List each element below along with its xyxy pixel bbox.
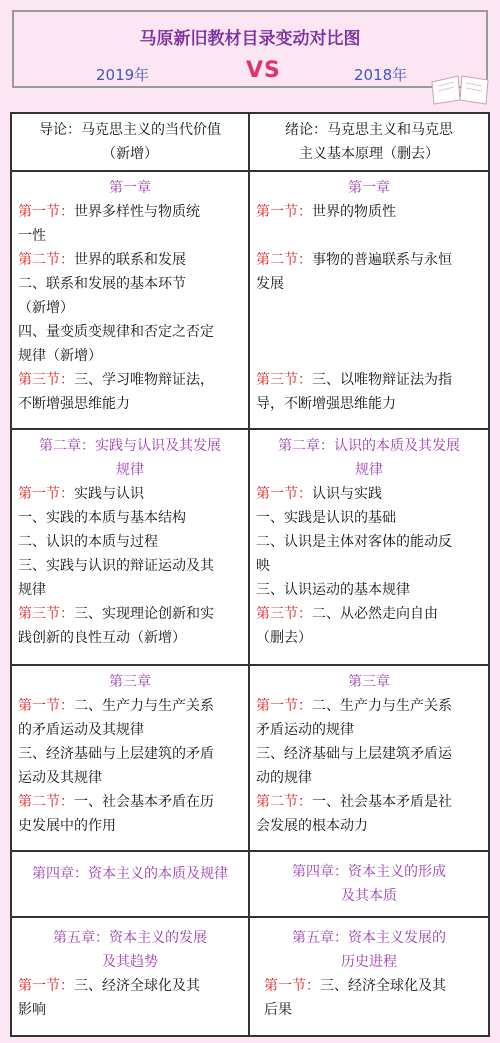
chapter-heading: 及其趋势 [102, 954, 158, 970]
section-text: 世界的联系和发展 [74, 252, 186, 268]
section-text: 二、生产力与生产关系 [74, 698, 214, 714]
section-label: 第一节： [18, 698, 74, 714]
cell-2019-chapter-4 [12, 852, 250, 916]
text-line: 的矛盾运动及其规律 [18, 722, 144, 738]
cell-2019-chapter-3 [12, 666, 250, 850]
text-line [256, 694, 482, 718]
text-line [18, 602, 242, 626]
text-line: 三、实践与认识的辩证运动及其 [18, 558, 214, 574]
cell-2018-intro [250, 114, 488, 170]
cell-2018-chapter-2 [250, 430, 488, 664]
section-text: 实践与认识 [74, 486, 144, 502]
page-title: 马原新旧教材目录变动对比图 [139, 29, 361, 49]
text-line: 不断增强思维能力 [18, 396, 130, 412]
cell-2019-chapter-2 [12, 430, 250, 664]
section-text: 世界的物质性 [312, 204, 396, 220]
section-label: 第三节： [256, 372, 312, 388]
text-line [18, 200, 242, 224]
section-label: 第一节： [18, 978, 74, 994]
text-line: 三、认识运动的基本规律 [256, 582, 410, 598]
text-line: 会发展的根本动力 [256, 818, 368, 834]
section-text: 三、实现理论创新和实 [74, 606, 214, 622]
text-line [256, 602, 482, 626]
section-text: 世界多样性与物质统 [74, 204, 200, 220]
text-line: 矛盾运动的规律 [256, 722, 354, 738]
title-banner [12, 10, 488, 88]
chapter-heading: 第三章 [109, 674, 151, 690]
section-label: 第一节： [18, 486, 74, 502]
cell-2018-chapter-3 [250, 666, 488, 850]
chapter-heading: 及其本质 [341, 888, 397, 904]
text-line: 规律 [18, 582, 46, 598]
section-text: 三、经济全球化及其 [320, 978, 446, 994]
text-line: 一、实践是认识的基础 [256, 510, 396, 526]
section-label: 第一节： [256, 204, 312, 220]
cell-2018-chapter-5 [250, 918, 488, 1035]
vs-label: VS [246, 58, 281, 83]
table-row-chapter-4 [12, 852, 488, 918]
text-line: 导论：马克思主义的当代价值 [39, 122, 221, 138]
chapter-heading: 第五章：资本主义的发展 [53, 930, 207, 946]
text-line: 绪论：马克思主义和马克思 [285, 122, 453, 138]
text-line [18, 482, 242, 506]
section-label: 第二节： [18, 794, 74, 810]
text-line: 二、联系和发展的基本环节 [18, 276, 186, 292]
text-line: 二、认识是主体对客体的能动反 [256, 534, 452, 550]
chapter-heading: 第四章：资本主义的形成 [292, 864, 446, 880]
section-label: 第二节： [256, 794, 312, 810]
chapter-heading: 规律 [116, 462, 144, 478]
text-line [256, 974, 482, 998]
section-label: 第一节： [256, 698, 312, 714]
section-text: 一、社会基本矛盾是社 [312, 794, 452, 810]
text-line: （新增） [18, 300, 74, 316]
chapter-heading: 第四章：资本主义的本质及规律 [32, 866, 228, 882]
chapter-heading: 第五章：资本主义发展的 [292, 930, 446, 946]
text-line [256, 790, 482, 814]
cell-2018-chapter-4 [250, 852, 488, 916]
text-line [18, 248, 242, 272]
text-line [18, 694, 242, 718]
text-line: 一性 [18, 228, 46, 244]
chapter-heading: 第一章 [348, 180, 390, 196]
text-line: 主义基本原理（删去） [299, 146, 439, 162]
text-line: 史发展中的作用 [18, 818, 116, 834]
text-line: 映 [256, 558, 270, 574]
comparison-table [10, 112, 490, 1037]
text-line: 三、经济基础与上层建筑的矛盾 [18, 746, 214, 762]
text-line [18, 974, 242, 998]
text-line: （删去） [256, 630, 312, 646]
text-line: 四、量变质变规律和否定之否定 [18, 324, 214, 340]
section-label: 第二节： [18, 252, 74, 268]
text-line: 后果 [264, 1002, 292, 1018]
year-2019-label: 2019年 [96, 66, 150, 84]
cell-2019-intro [12, 114, 250, 170]
section-text: 二、生产力与生产关系 [312, 698, 452, 714]
section-text: 事物的普遍联系与永恒 [312, 252, 452, 268]
text-line [18, 368, 242, 392]
text-line: 一、实践的本质与基本结构 [18, 510, 186, 526]
table-row-chapter-2 [12, 430, 488, 666]
table-row-chapter-5 [12, 918, 488, 1035]
chapter-heading: 第三章 [348, 674, 390, 690]
section-text: 三、学习唯物辩证法， [74, 372, 214, 388]
chapter-heading: 第二章：认识的本质及其发展 [278, 438, 460, 454]
chapter-heading: 第一章 [109, 180, 151, 196]
section-label: 第二节： [256, 252, 312, 268]
text-line: 导，不断增强思维能力 [256, 396, 396, 412]
table-row-chapter-3 [12, 666, 488, 852]
text-line: 动的规律 [256, 770, 312, 786]
chapter-heading: 历史进程 [341, 954, 397, 970]
section-label: 第一节： [18, 204, 74, 220]
section-text: 三、经济全球化及其 [74, 978, 200, 994]
section-label: 第三节： [256, 606, 312, 622]
cell-2019-chapter-1 [12, 172, 250, 428]
chapter-heading: 规律 [355, 462, 383, 478]
text-line: （新增） [102, 146, 158, 162]
section-label: 第三节： [18, 372, 74, 388]
section-text: 二、从必然走向自由 [312, 606, 438, 622]
table-row-intro [12, 114, 488, 172]
table-row-chapter-1 [12, 172, 488, 430]
text-line [256, 368, 482, 392]
text-line: 运动及其规律 [18, 770, 102, 786]
chapter-heading: 第二章：实践与认识及其发展 [39, 438, 221, 454]
section-label: 第三节： [18, 606, 74, 622]
open-book-icon [428, 72, 492, 106]
text-line: 规律（新增） [18, 348, 102, 364]
text-line: 三、经济基础与上层建筑矛盾运 [256, 746, 452, 762]
cell-2019-chapter-5 [12, 918, 250, 1035]
section-text: 认识与实践 [312, 486, 382, 502]
text-line [18, 790, 242, 814]
text-line: 发展 [256, 276, 284, 292]
text-line [256, 482, 482, 506]
text-line: 影响 [18, 1002, 46, 1018]
text-line: 二、认识的本质与过程 [18, 534, 158, 550]
section-text: 三、以唯物辩证法为指 [312, 372, 452, 388]
text-line: 践创新的良性互动（新增） [18, 630, 186, 646]
section-text: 一、社会基本矛盾在历 [74, 794, 214, 810]
text-line [256, 248, 482, 272]
section-label: 第一节： [256, 486, 312, 502]
section-label: 第一节： [264, 978, 320, 994]
text-line [256, 200, 482, 224]
cell-2018-chapter-1 [250, 172, 488, 428]
year-2018-label: 2018年 [354, 66, 408, 84]
